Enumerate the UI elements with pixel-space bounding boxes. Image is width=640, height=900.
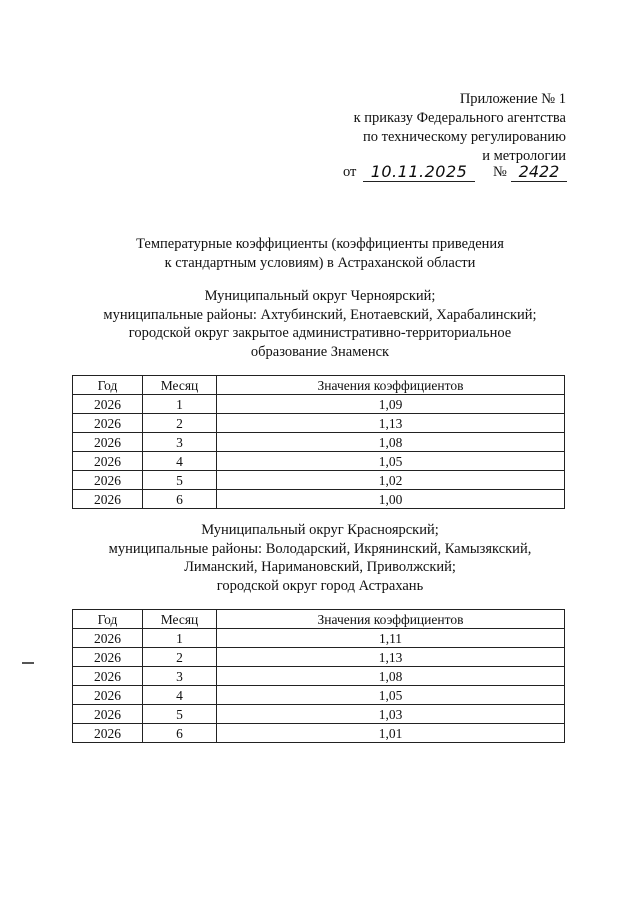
section-heading-line: Муниципальный округ Черноярский; (204, 288, 436, 304)
scan-mark (22, 662, 34, 664)
table-row (73, 648, 565, 667)
cell-month: 6 (143, 490, 217, 509)
table-row (73, 705, 565, 724)
cell-month: 1 (143, 629, 217, 648)
appendix-header (300, 90, 566, 166)
cell-value: 1,09 (217, 395, 565, 414)
title-line: к стандартным условиям) в Астраханской области (164, 255, 476, 271)
cell-year: 2026 (73, 724, 143, 743)
cell-value: 1,08 (217, 667, 565, 686)
cell-value: 1,05 (217, 452, 565, 471)
cell-year: 2026 (73, 705, 143, 724)
order-number: 2422 (511, 162, 567, 182)
section-heading-line: Лиманский, Наримановский, Приволжский; (184, 559, 456, 575)
cell-year: 2026 (73, 471, 143, 490)
table-row (73, 452, 565, 471)
section-heading-line: муниципальные районы: Володарский, Икрянинский, Камызякский, (108, 540, 532, 557)
cell-month: 5 (143, 471, 217, 490)
order-prefix: от (343, 164, 357, 180)
cell-value: 1,05 (217, 686, 565, 705)
table-row (73, 414, 565, 433)
section-heading-line: городской округ закрытое административно-территориальное (128, 325, 512, 341)
table-row (73, 433, 565, 452)
column-header-month: Месяц (143, 376, 217, 395)
cell-month: 6 (143, 724, 217, 743)
cell-month: 1 (143, 395, 217, 414)
cell-month: 4 (143, 686, 217, 705)
cell-value: 1,00 (217, 490, 565, 509)
cell-month: 5 (143, 705, 217, 724)
appendix-line: к приказу Федерального агентства (353, 110, 566, 126)
cell-year: 2026 (73, 414, 143, 433)
cell-value: 1,08 (217, 433, 565, 452)
appendix-line: по техническому регулированию (362, 129, 566, 145)
column-header-value: Значения коэффициентов (217, 610, 565, 629)
order-reference (343, 162, 569, 184)
appendix-line: и метрологии (482, 148, 566, 164)
table-row (73, 471, 565, 490)
cell-year: 2026 (73, 490, 143, 509)
section-heading-line: образование Знаменск (250, 343, 390, 360)
cell-value: 1,13 (217, 414, 565, 433)
column-header-year: Год (73, 610, 143, 629)
cell-year: 2026 (73, 629, 143, 648)
order-number-label: № (493, 164, 507, 180)
table-row (73, 629, 565, 648)
cell-value: 1,02 (217, 471, 565, 490)
cell-month: 2 (143, 648, 217, 667)
order-date: 10.11.2025 (363, 162, 475, 182)
table-row (73, 686, 565, 705)
cell-month: 4 (143, 452, 217, 471)
appendix-line: Приложение № 1 (459, 91, 566, 107)
cell-year: 2026 (73, 433, 143, 452)
title-line: Температурные коэффициенты (коэффициенты приведения (136, 236, 504, 252)
cell-month: 2 (143, 414, 217, 433)
section-heading-line: городской округ город Астрахань (216, 577, 424, 594)
cell-month: 3 (143, 433, 217, 452)
column-header-value: Значения коэффициентов (217, 376, 565, 395)
cell-year: 2026 (73, 648, 143, 667)
cell-value: 1,11 (217, 629, 565, 648)
column-header-year: Год (73, 376, 143, 395)
section-heading-line: муниципальные районы: Ахтубинский, Енотаевский, Харабалинский; (103, 306, 537, 323)
cell-value: 1,01 (217, 724, 565, 743)
cell-year: 2026 (73, 667, 143, 686)
table-header-row (73, 376, 565, 395)
column-header-month: Месяц (143, 610, 217, 629)
cell-year: 2026 (73, 686, 143, 705)
table-row (73, 724, 565, 743)
section-heading-line: Муниципальный округ Красноярский; (201, 522, 439, 538)
table-row (73, 667, 565, 686)
cell-value: 1,13 (217, 648, 565, 667)
table-row (73, 395, 565, 414)
table-row (73, 490, 565, 509)
coefficients-table-2 (72, 609, 565, 743)
section-heading-2 (0, 521, 640, 595)
coefficients-table-1 (72, 375, 565, 509)
table-header-row (73, 610, 565, 629)
cell-month: 3 (143, 667, 217, 686)
section-heading-1 (0, 287, 640, 361)
cell-value: 1,03 (217, 705, 565, 724)
cell-year: 2026 (73, 452, 143, 471)
document-title (0, 235, 640, 273)
cell-year: 2026 (73, 395, 143, 414)
